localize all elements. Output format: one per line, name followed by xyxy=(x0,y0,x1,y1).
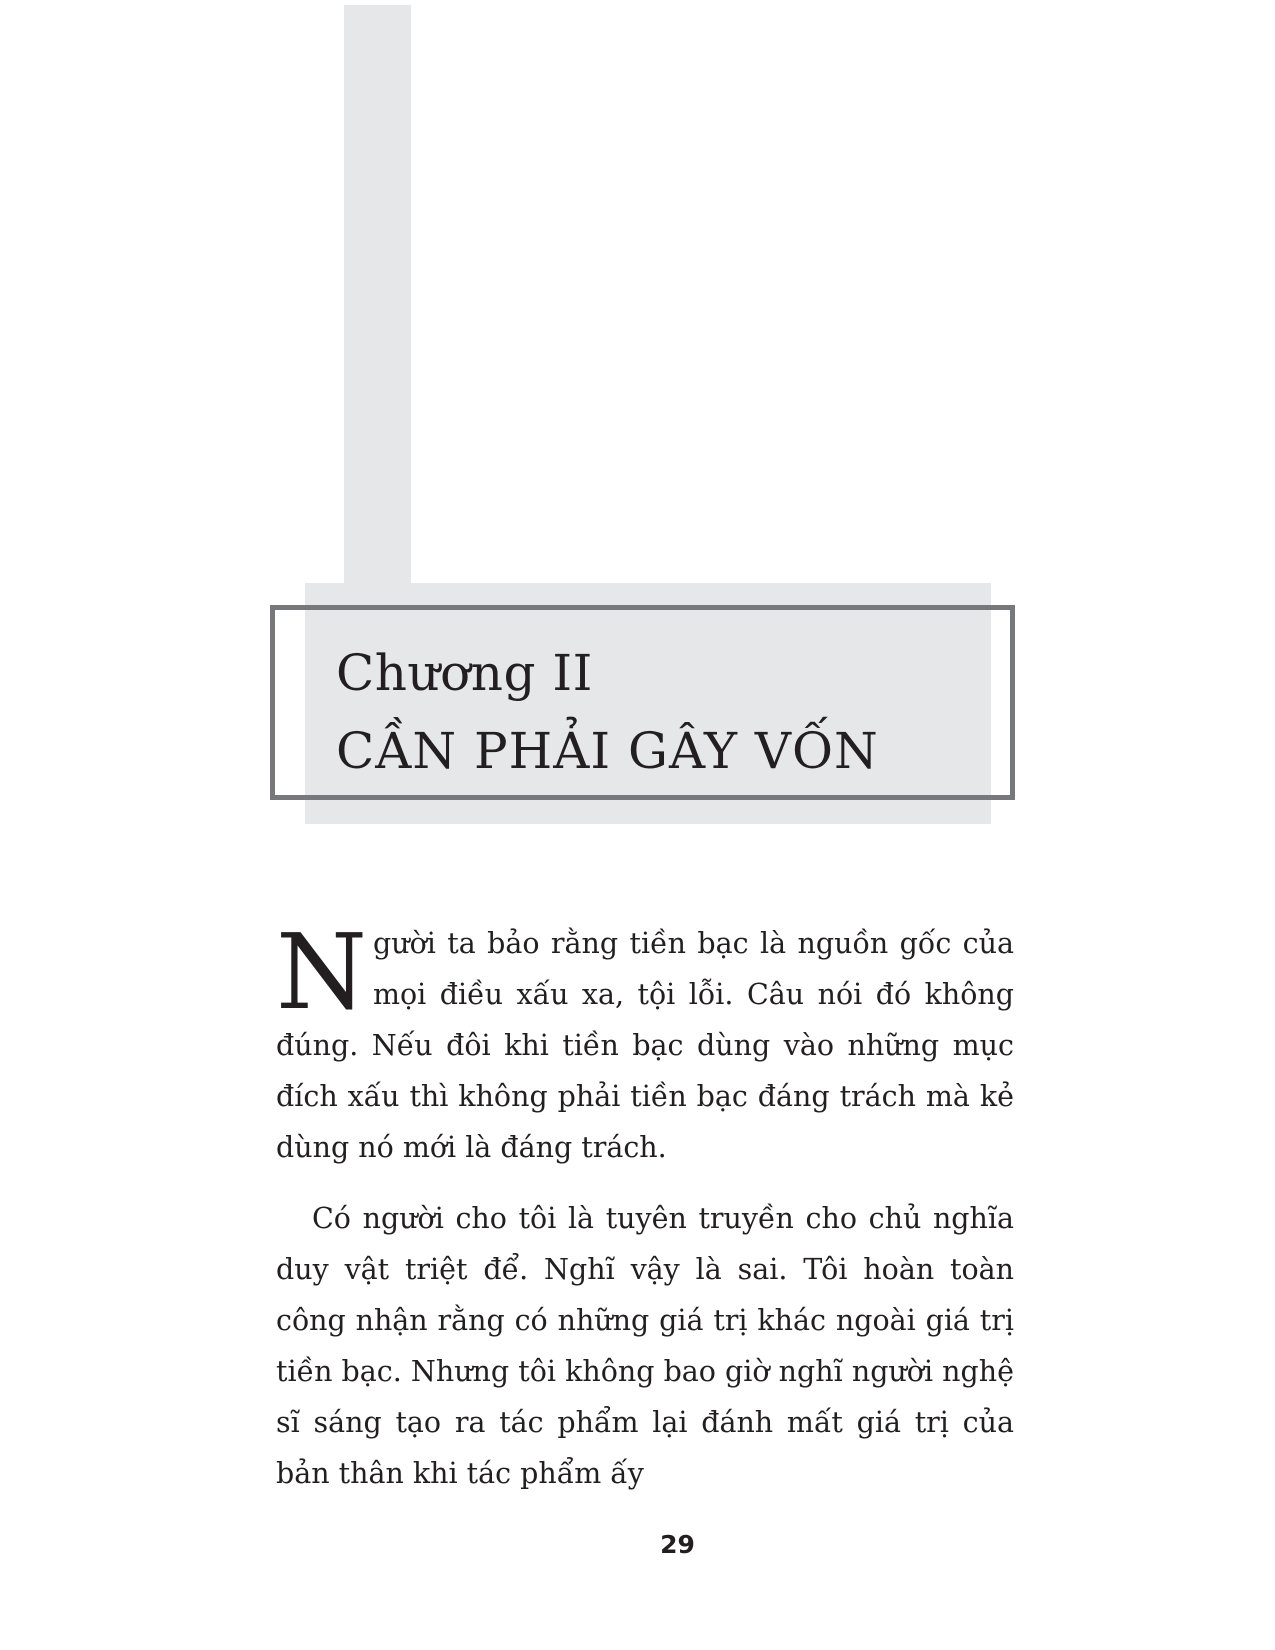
page-number: 29 xyxy=(660,1530,695,1559)
drop-cap: N xyxy=(276,911,367,1033)
paragraph-2-text: Có người cho tôi là tuyên truyền cho chủ nghĩa duy vật triệt để. Nghĩ vậy là sai. Tôi hoàn toàn công nhận rằng có những giá trị khác ngoài giá trị tiền bạc. Nhưng tôi không bao giờ nghĩ người nghệ sĩ sáng tạo ra tác phẩm lại đánh mất giá trị của bản thân khi tác phẩm ấy xyxy=(276,1202,1014,1490)
chapter-heading xyxy=(336,634,879,790)
paragraph-1-text: gười ta bảo rằng tiền bạc là nguồn gốc của mọi điều xấu xa, tội lỗi. Câu nói đó không đúng. Nếu đôi khi tiền bạc dùng vào những mục đích xấu thì không phải tiền bạc đáng trách mà kẻ dùng nó mới là đáng trách. xyxy=(276,927,1014,1164)
chapter-body xyxy=(276,911,1014,1499)
paragraph-1 xyxy=(276,911,1014,1173)
chapter-number: Chương II xyxy=(336,644,593,702)
decorative-vertical-bar xyxy=(344,5,411,585)
chapter-title: CẦN PHẢI GÂY VỐN xyxy=(336,722,879,780)
paragraph-2 xyxy=(276,1193,1014,1499)
